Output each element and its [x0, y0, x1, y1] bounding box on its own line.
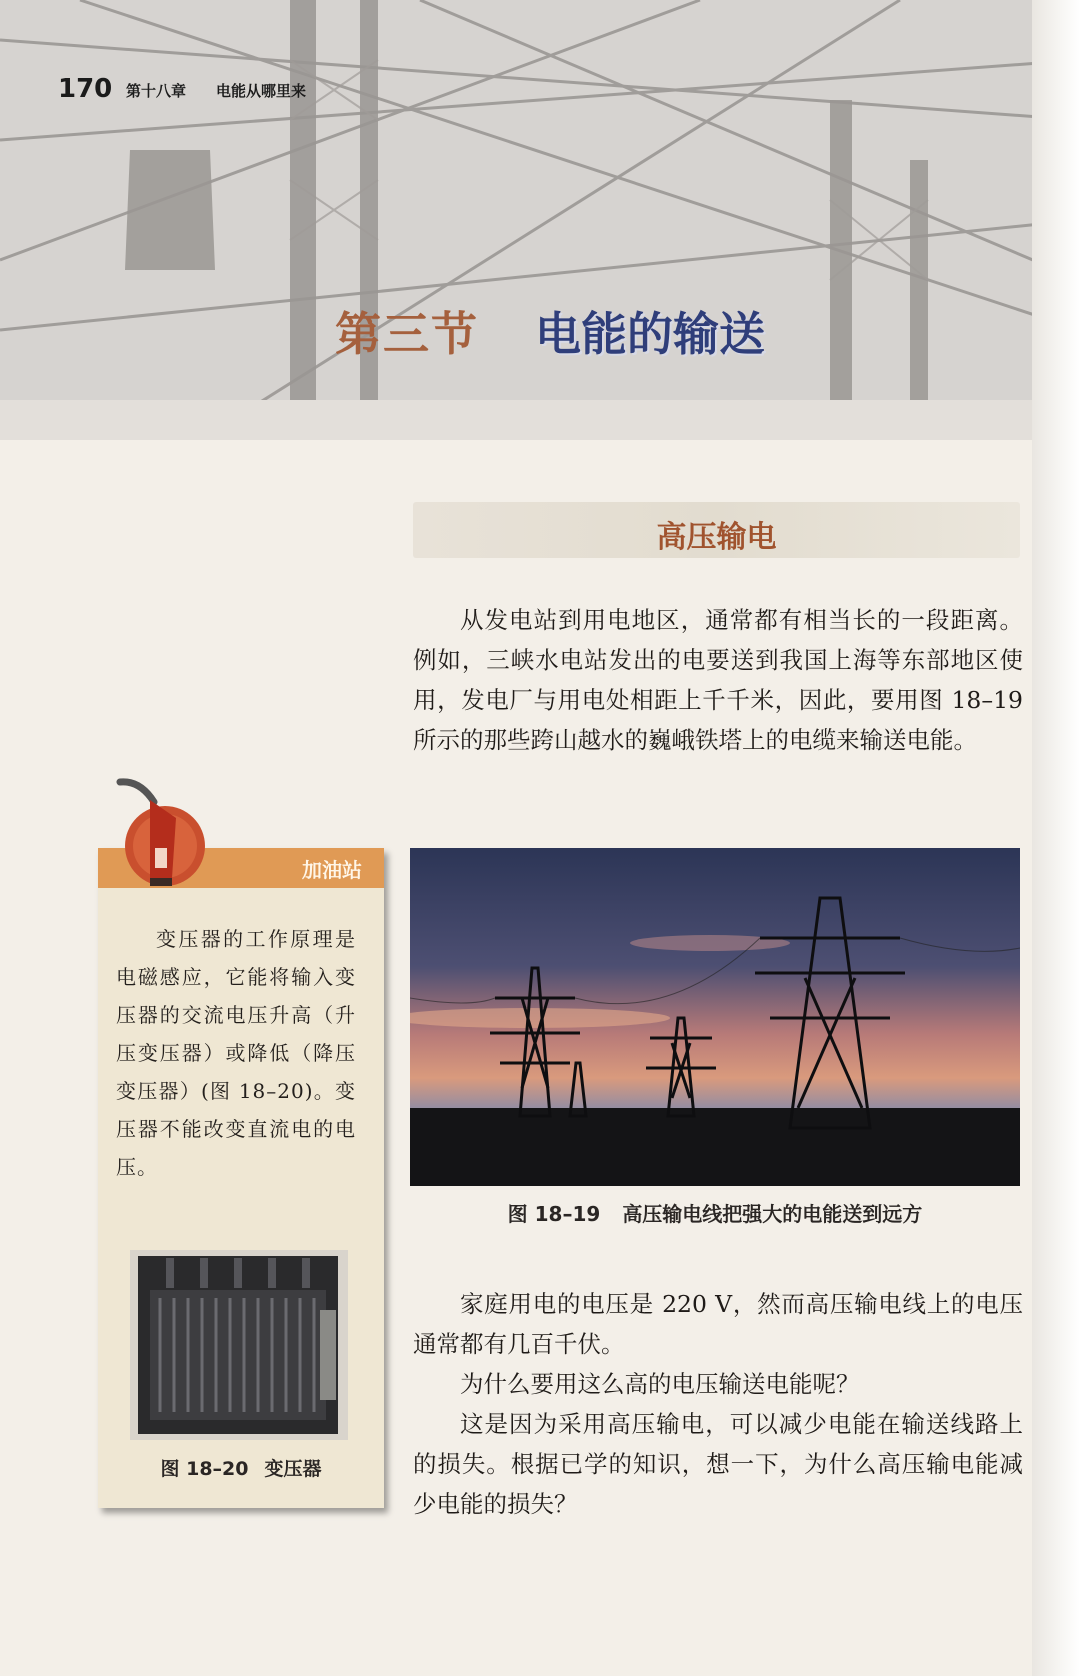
subsection-heading-bar [413, 502, 1020, 558]
chapter-label: 第十八章 [126, 82, 187, 100]
chapter-banner [0, 0, 1080, 440]
body-paragraph-4: 这是因为采用高压输电，可以减少电能在输送线路上的损失。根据已学的知识，想一下，为什么高压输电能减少电能的损失？ [413, 1410, 1023, 1518]
power-lines-illustration [0, 0, 1080, 440]
section-title: 电能的输送 [535, 307, 765, 361]
section-number: 第三节 [335, 307, 479, 361]
page-edge [1032, 0, 1080, 1676]
sidebar-label: 加油站 [302, 858, 362, 882]
figure-18-19-text: 高压输电线把强大的电能送到远方 [622, 1202, 923, 1226]
transmission-towers-image [410, 848, 1020, 1186]
body-paragraph-3: 为什么要用这么高的电压输送电能呢？ [460, 1370, 860, 1398]
chapter-name: 电能从哪里来 [216, 82, 307, 100]
body-paragraph-1: 从发电站到用电地区，通常都有相当长的一段距离。例如，三峡水电站发出的电要送到我国上海等东部地区使用，发电厂与用电处相距上千千米，因此，要用图 18–19 所示的那些跨山越水的巍峨铁塔上的电缆来输送电能。 [413, 606, 1023, 754]
body-paragraph-2: 家庭用电的电压是 220 V，然而高压输电线上的电压通常都有几百千伏。 [413, 1290, 1023, 1358]
fuel-pump-icon [110, 778, 220, 898]
figure-18-19-number: 图 18–19 [507, 1202, 601, 1226]
figure-18-20-number: 图 18–20 [160, 1458, 249, 1480]
figure-18-19-caption [410, 1198, 1020, 1227]
subsection-heading: 高压输电 [656, 520, 777, 555]
transformer-photo [130, 1250, 348, 1440]
transmission-towers-photo [410, 848, 1020, 1186]
figure-18-20-text: 变压器 [264, 1458, 322, 1480]
page-number: 170 [58, 74, 113, 104]
figure-18-20-caption [98, 1454, 384, 1481]
sidebar-text: 变压器的工作原理是电磁感应，它能将输入变压器的交流电压升高（升压变压器）或降低（降压变压器）(图 18–20)。变压器不能改变直流电的电压。 [116, 927, 356, 1179]
transformer-image [130, 1250, 348, 1440]
